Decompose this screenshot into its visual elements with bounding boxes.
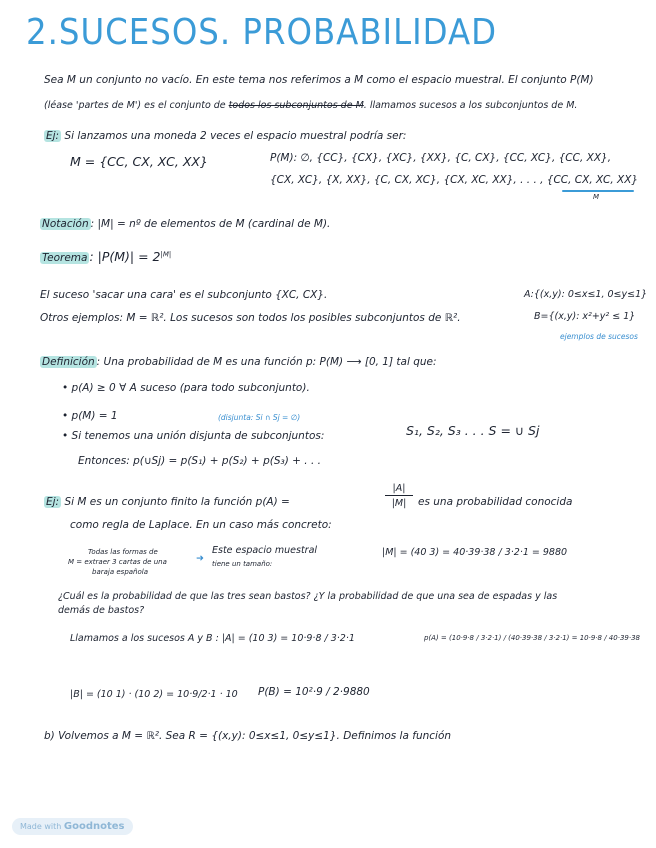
- suceso-side-2: B={(x,y): x²+y² ≤ 1}: [534, 311, 636, 322]
- teorema-exp: |M|: [160, 250, 172, 259]
- ej1-label: Ej:: [46, 130, 60, 142]
- teorema-text: : |P(M)| = 2: [89, 249, 161, 264]
- teorema-line: [40, 250, 171, 264]
- ej2-text-b: es una probabilidad conocida: [418, 496, 573, 508]
- ej1-pm-line2: {CX, XC}, {X, XX}, {C, CX, XC}, {CX, XC, XX}, . . . , {CC, CX, XC, XX}: [270, 174, 639, 186]
- suceso-side-1: A:{(x,y): 0≤x≤1, 0≤y≤1}: [524, 289, 648, 300]
- ej2-pb: P(B) = 10²·9 / 2·9880: [258, 686, 370, 698]
- definicion-line: [40, 356, 437, 368]
- notacion-text: : |M| = nº de elementos de M (cardinal de M).: [90, 218, 331, 230]
- ej2-m-desc-2: M = extraer 3 cartas de una: [68, 558, 167, 566]
- notacion-label: Notación: [42, 218, 89, 230]
- ej2-frac-num: |A|: [385, 484, 413, 496]
- ej2-m-desc-1: Todas las formas de: [88, 548, 158, 556]
- ej2-line-1: [44, 496, 290, 508]
- definicion-bullet-1: • p(A) ≥ 0 ∀ A suceso (para todo subconjunto).: [62, 382, 310, 394]
- ej1-m-set: M = {CC, CX, XC, XX}: [70, 154, 208, 169]
- ej2-m-desc-3: baraja española: [92, 568, 148, 576]
- intro-line-2-strike: todos los subconjuntos de M: [228, 100, 364, 111]
- ej2-espacio-2: tiene un tamaño:: [212, 560, 273, 568]
- ej2-text-a: Si M es un conjunto finito la función p(A) =: [64, 496, 290, 508]
- ej2-card: |M| = (40 3) = 40·39·38 / 3·2·1 = 9880: [382, 547, 568, 558]
- ej2-question-2: demás de bastos?: [58, 605, 145, 616]
- intro-line-2-b: . llamamos sucesos a los subconjuntos de M.: [363, 100, 578, 111]
- arrow-right-icon: ➜: [196, 553, 204, 564]
- ej2-label: Ej:: [46, 496, 60, 508]
- ej2-pa: p(A) = (10·9·8 / 3·2·1) / (40·39·38 / 3·2·1) = 10·9·8 / 40·39·38: [424, 634, 640, 642]
- suceso-line-2: Otros ejemplos: M = ℝ². Los sucesos son todos los posibles subconjuntos de ℝ².: [40, 312, 461, 324]
- part-b-line: b) Volvemos a M = ℝ². Sea R = {(x,y): 0≤x≤1, 0≤y≤1}. Definimos la función: [44, 730, 452, 742]
- ej2-line-2: como regla de Laplace. En un caso más concreto:: [70, 519, 332, 531]
- suceso-line-1: El suceso 'sacar una cara' es el subconjunto {XC, CX}.: [40, 289, 328, 301]
- ej2-espacio-1: Este espacio muestral: [212, 545, 318, 556]
- intro-line-2-a: (léase 'partes de M') es el conjunto de: [44, 100, 229, 111]
- suceso-side-note: ejemplos de sucesos: [560, 332, 638, 341]
- goodnotes-badge: [12, 818, 133, 835]
- teorema-label: Teorema: [42, 252, 88, 264]
- ej2-llamamos: Llamamos a los sucesos A y B : |A| = (10 3) = 10·9·8 / 3·2·1: [70, 633, 355, 644]
- definicion-bullet-3: • Si tenemos una unión disjunta de subconjuntos:: [62, 430, 325, 442]
- intro-line-1: Sea M un conjunto no vacío. En este tema nos referimos a M como el espacio muestral. El conjunto P(M): [44, 74, 594, 86]
- definicion-text: : Una probabilidad de M es una función p: P(M) ⟶ [0, 1] tal que:: [96, 356, 437, 368]
- definicion-entonces: Entonces: p(∪Sj) = p(S₁) + p(S₂) + p(S₃) + . . .: [78, 455, 321, 467]
- definicion-bullet-2-note: (disjunta: Si ∩ Sj = ∅): [218, 413, 301, 422]
- page-title: 2.SUCESOS. PROBABILIDAD: [26, 12, 498, 53]
- notacion-line: [40, 218, 330, 230]
- ej2-b-card: |B| = (10 1) · (10 2) = 10·9/2·1 · 10: [70, 689, 238, 700]
- ej1-pm-line1: P(M): ∅, {CC}, {CX}, {XC}, {XX}, {C, CX}, {CC, XC}, {CC, XX},: [270, 152, 612, 164]
- made-with-label: Made with: [20, 822, 62, 831]
- ej2-question-1: ¿Cuál es la probabilidad de que las tres sean bastos? ¿Y la probabilidad de que una sea de espadas y las: [58, 591, 558, 602]
- pm-underline: [562, 190, 634, 192]
- ej1-pm-note: M: [593, 193, 600, 201]
- intro-line-2: [44, 101, 577, 112]
- definicion-bullet-3-sets: S₁, S₂, S₃ . . . S = ∪ Sj: [406, 423, 540, 438]
- ej2-frac-den: |M|: [391, 498, 407, 509]
- definicion-bullet-2: • p(M) = 1: [62, 410, 118, 422]
- goodnotes-logo: Goodnotes: [63, 821, 125, 832]
- ej1-text: Si lanzamos una moneda 2 veces el espacio muestral podría ser:: [64, 130, 407, 142]
- ej1-line: [44, 130, 406, 142]
- definicion-label: Definición: [42, 356, 95, 368]
